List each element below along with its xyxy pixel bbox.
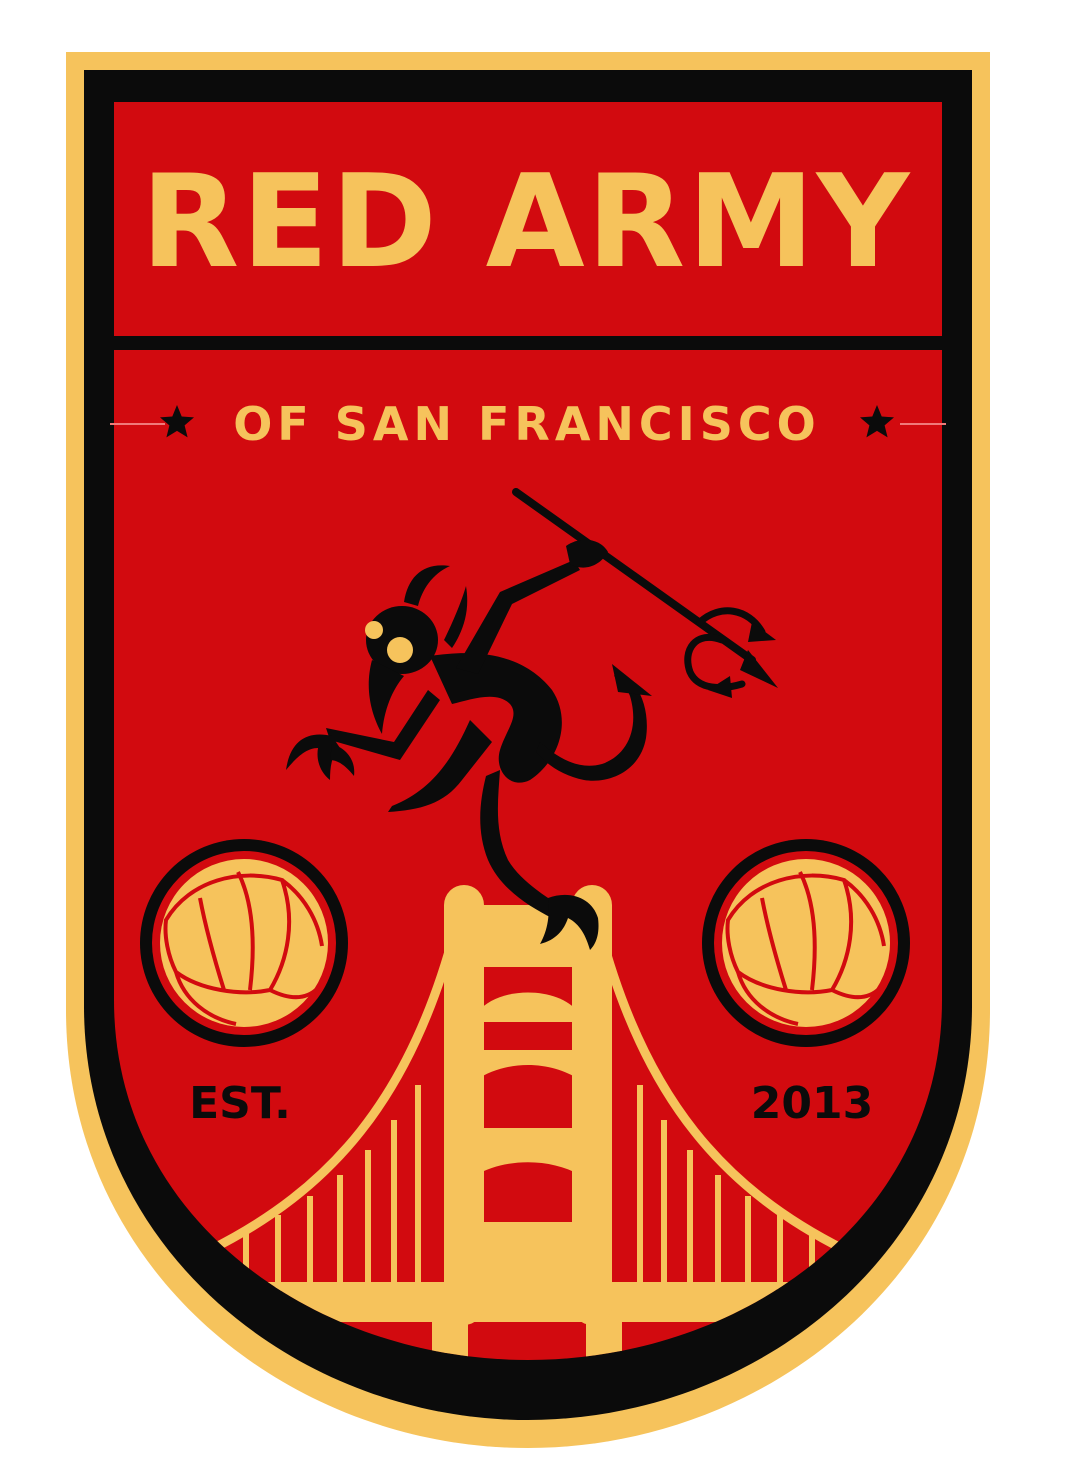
crest-title: RED ARMY: [140, 148, 912, 297]
soccer-ball-icon: [140, 839, 348, 1047]
title-divider: [114, 336, 942, 350]
est-label: EST.: [189, 1078, 291, 1129]
est-year: 2013: [750, 1078, 874, 1129]
crest-subtitle: OF SAN FRANCISCO: [233, 397, 821, 451]
soccer-ball-icon: [702, 839, 910, 1047]
